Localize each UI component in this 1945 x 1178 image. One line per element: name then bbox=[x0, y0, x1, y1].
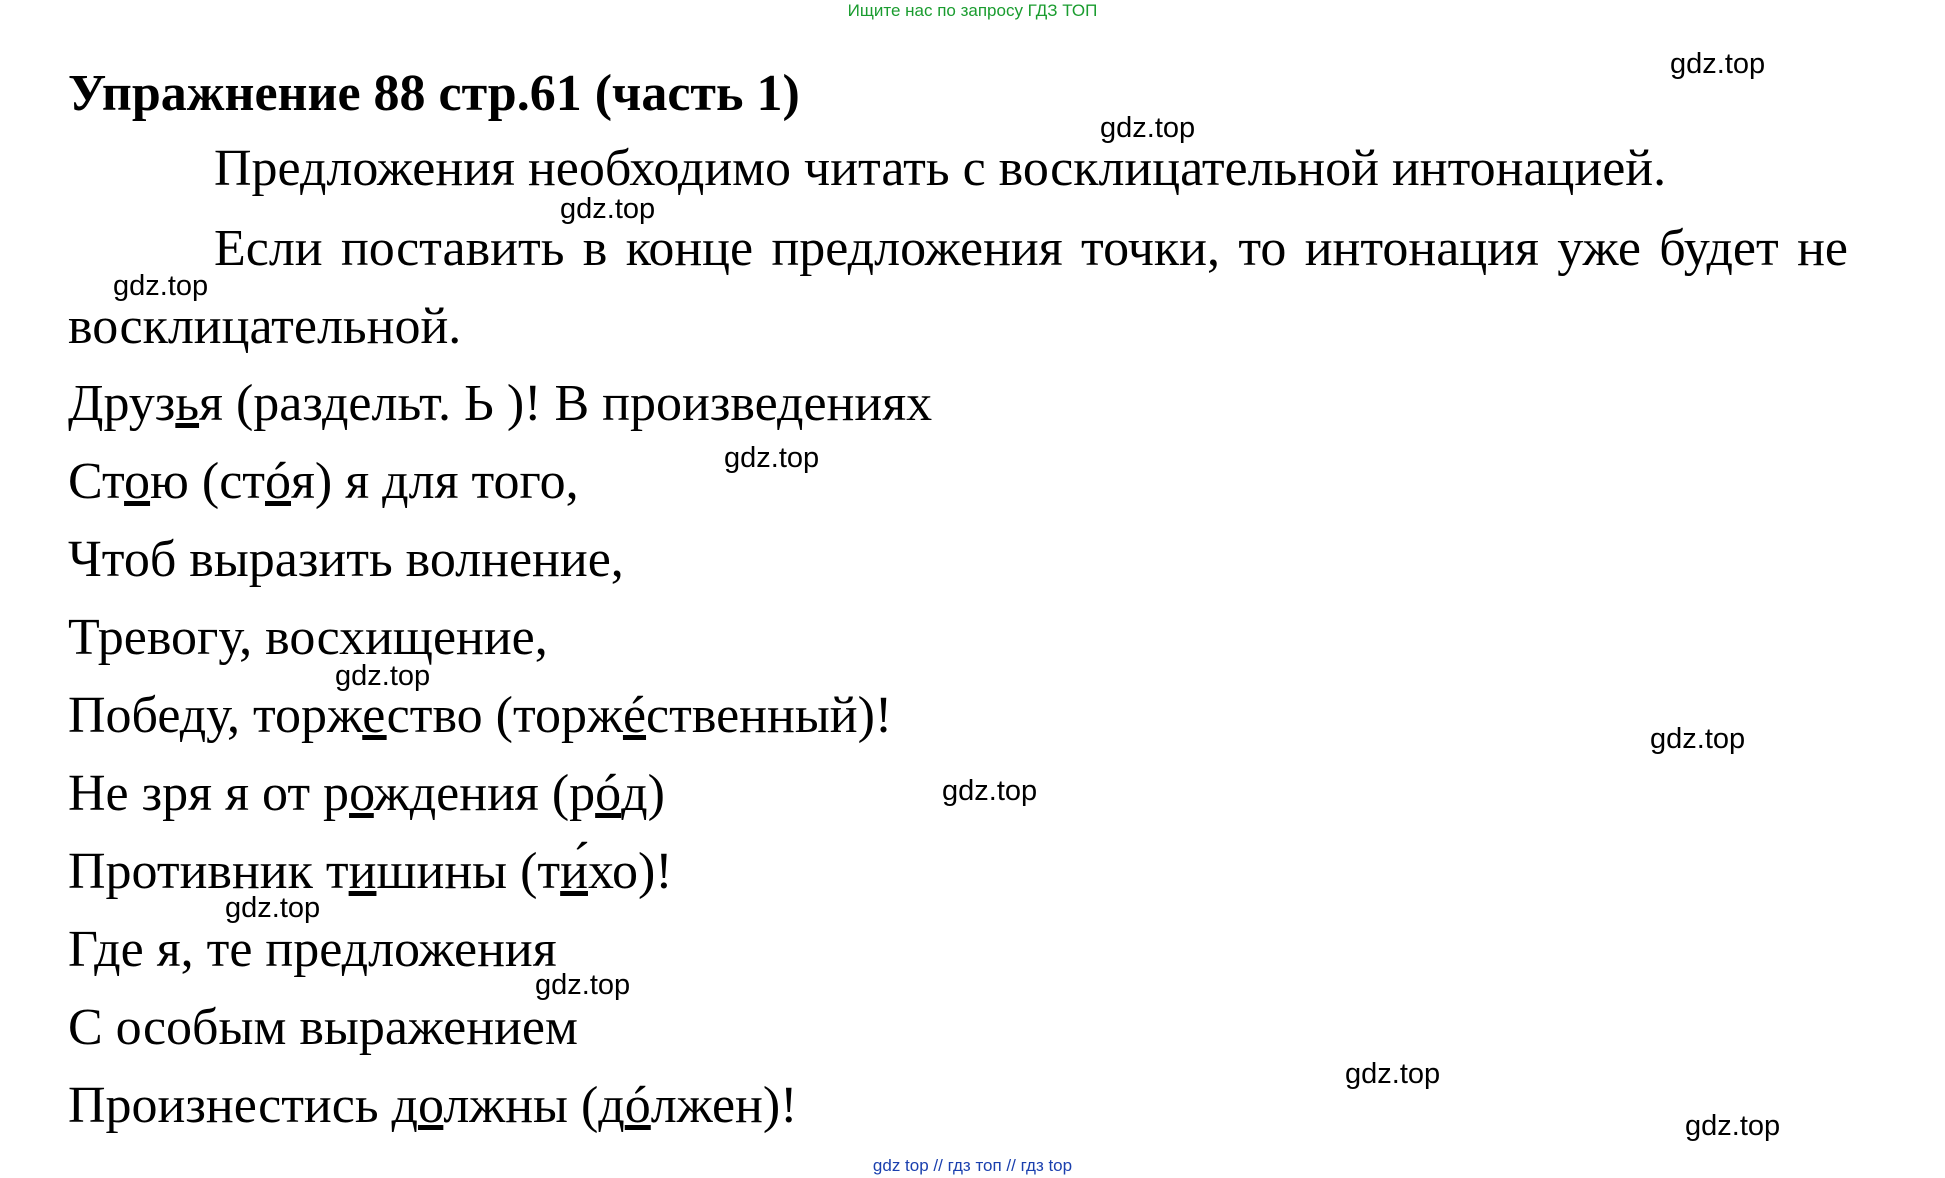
paragraph-1: Предложения необходимо читать с восклицательной интонацией. bbox=[214, 140, 1667, 197]
poem-line-2: Стою (стóя) я для того, bbox=[68, 453, 579, 510]
poem-line-3: Чтоб выразить волнение, bbox=[68, 531, 624, 588]
watermark: gdz.top bbox=[1100, 112, 1196, 144]
poem-line-8: Где я, те предложения bbox=[68, 921, 557, 978]
watermark: gdz.top bbox=[113, 270, 209, 302]
watermark: gdz.top bbox=[1650, 723, 1746, 755]
footer-links: gdz top // гдз топ // гдз top bbox=[872, 1156, 1073, 1175]
paragraph-2: Если поставить в конце предложения точки, то интонация уже будет не восклицательной. bbox=[68, 220, 1848, 355]
watermark: gdz.top bbox=[942, 775, 1038, 807]
watermark: gdz.top bbox=[560, 193, 656, 225]
poem-line-9: С особым выражением bbox=[68, 999, 578, 1056]
poem-line-6: Не зря я от рождения (рóд) bbox=[68, 765, 665, 822]
watermark: gdz.top bbox=[1685, 1110, 1781, 1142]
watermark: gdz.top bbox=[535, 969, 631, 1001]
poem-line-5: Победу, торжество (торжéственный)! bbox=[68, 687, 893, 744]
poem-line-7: Противник тишины (ти́хо)! bbox=[68, 843, 673, 900]
poem-line-1: Друзья (раздельт. Ь )! В произведениях bbox=[68, 375, 933, 432]
search-hint-banner: Ищите нас по запросу ГДЗ ТОП bbox=[847, 1, 1098, 20]
poem-line-10: Произнестись должны (дóлжен)! bbox=[68, 1077, 798, 1134]
watermark: gdz.top bbox=[225, 892, 321, 924]
poem-line-4: Тревогу, восхищение, bbox=[68, 609, 548, 666]
watermark: gdz.top bbox=[335, 660, 431, 692]
watermark: gdz.top bbox=[1670, 48, 1766, 80]
watermark: gdz.top bbox=[1345, 1058, 1441, 1090]
watermark: gdz.top bbox=[724, 442, 820, 474]
exercise-title: Упражнение 88 стр.61 (часть 1) bbox=[68, 65, 800, 122]
